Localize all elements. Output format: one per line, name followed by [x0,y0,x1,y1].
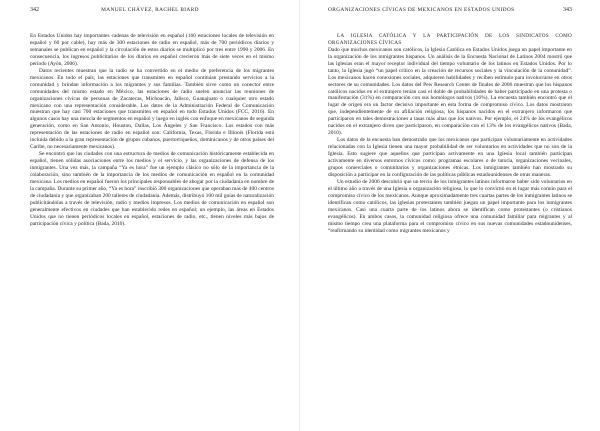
right-page [300,0,600,431]
text-column [30,33,274,228]
section-title: LA IGLESIA CATÓLICA Y LA PARTICIPACIÓN DE LOS SINDICATOS COMO ORGANIZACIONES CÍVICAS [328,33,572,46]
page-number: 342 [30,7,39,13]
paragraph: Datos recientes muestran que la radio se ha convertido en el medio de preferencia de los migrantes mexicanos. En todo el país, las estaciones que transmiten en español continúan prestando servicios a la comunidad y brindan información a los migrantes y sus familias. También sirve como un conector entre comunidades del mismo estado en México, las estaciones de radio suelen anunciar las reuniones de organizaciones cívicas de personas de Zacatecas, Michoacán, Jalisco, Guanajuato o cualquier otro estado mexicano con una representación considerable. Los datos de la Administración Federal de Comunicación muestran que hay casi 700 estaciones que transmiten en español en todo Estados Unidos (FCC, 2016). En algunos casos hay una mezcla de segmentos en español y luego en inglés con enfoque en mexicanos de segunda generación, como en San Antonio, Houston, Dallas, Los Ángeles y San Francisco. Los estados con más representación de las estaciones de radio en español son: California, Texas, Florida e Illinois (Florida está incluida debido a la gran representación de grupos cubanos, puertorriqueños, dominicanos y de otros países del Caribe, no necesariamente mexicanos). [30,67,274,151]
running-head: ORGANIZACIONES CÍVICAS DE MEXICANOS EN ESTADOS UNIDOS [328,7,515,13]
text-column [328,33,572,235]
paragraph: Dado que muchos mexicanos son católicos, la Iglesia Católica en Estados Unidos juega un papel importante en la organización de los inmigrantes hispanos. Un análisis de la Encuesta Nacional de Latinos 2004 mostró que las iglesias eran el mayor receptor individual del tiempo voluntario de los latinos en Estados Unidos. Por lo tanto, la Iglesia jugó “un papel crítico en la creación de recursos sociales y la vinculación de la comunidad”. Los mexicanos hacen conexiones sociales, adquieren habilidades y reciben estímulo para involucrarse en otros sectores de su comunidades. Los datos del Pew Research Center de finales de 2006 muestran que los hispanos católicos nacidos en el extranjero tenían casi el doble de probabilidades de haber participado en una protesta o manifestación (31%) en comparación con sus homólogos nativos (16%). La encuesta también encontró que el lugar de origen era un factor decisivo importante en esta forma de compromiso cívico. Los datos mostraron que, independientemente de su afiliación religiosa, los hispanos nacidos en el extranjero informaron que participaron en tales demostraciones a tasas más altas que los nativos. Por ejemplo, el 24% de los evangélicos nacidos en el extranjero dicen que participaron, en comparación con el 13% de los evangélicos nativos (Bada, 2010). [328,46,572,137]
paragraph: Se encontró que las ciudades con una estructura de medios de comunicación históricamente establecida en español, tienen sólidas asociaciones entre los medios y el servicio, y las organizaciones de defensa de los inmigrantes. Una vez más, la campaña “Ya es hora” fue un ejemplo clásico no sólo de la importancia de la colaboración, sino también de la importancia de los medios de comunicación en español en la comunidad mexicana. Los medios en español fueron los principales responsables de abogar por la ciudadanía en nombre de la campaña. Durante su primer año, “Ya es hora” inscribió 300 organizaciones que operaban más de 400 centros de ciudadanía y que organizaban 200 talleres de ciudadanía. Además, distribuyó 100 mil guías de naturalización publicitándolas a través de televisión, radio y medios impresos. Los medios de comunicación en español son generalmente efectivos en ciudades que han establecido redes en español; un ejemplo, las áreas en Estados Unidos que no tienen periódicos locales en español, estaciones de radio, etc., tienen niveles más bajos de participación cívica y política (Bada, 2010). [30,151,274,227]
running-head: MANUEL CHÁVEZ, RACHEL BIARD [101,7,199,13]
page-number: 343 [563,7,572,13]
paragraph: Un estudio de 2006 descubrió que un tercio de los inmigrantes latinos informaron haber sido voluntarios en el último año a través de una Iglesia u organización religiosa, lo que lo convirtió en el lugar más común para el compromiso cívico de los mexicanos. Aunque aproximadamente tres cuartas partes de los inmigrantes latinos se identifican como católicos, las iglesias protestantes también juegan un papel importante para los inmigrantes mexicanos. Casi una cuarta parte de los latinos ahora se identifican como protestantes (o cristianos evangélicos). En ambos casos, la comunidad religiosa ofrece una comunidad familiar para migrantes y al mismo tiempo crea una plataforma para el compromiso cívico en sus nuevas comunidades estadounidenses, “reafirmando su identidad como migrantes mexicanos y [328,178,572,234]
paragraph: Los datos de la encuesta han demostrado que los mexicanos que participan voluntariamente en actividades relacionadas con la Iglesia tienen una mayor probabilidad de ser voluntarios en actividades que no son de la Iglesia. Esto sugiere que aquellos que participan activamente en una Iglesia local también participan activamente en diversos entornos cívicos como: programas escolares o de tutoría, organizaciones vecinales, grupos comerciales o comunitarios y organizaciones étnicas. Los inmigrantes también han mostrado su disposición a participar en la configuración de las políticas públicas estadounidenses de otras maneras. [328,137,572,178]
paragraph: En Estados Unidos hay importantes cadenas de televisión en español (160 estaciones locales de televisión en español y 60 por cable), hay más de 300 estaciones de radio en español, más de 700 periódicos diarios y semanales se publican en español y la circulación de estos diarios se multiplicó por tres entre 1990 y 2006. En consecuencia, los ingresos publicitarios de los diarios en español crecieron más de siete veces en el mismo período (Ayón, 2006). [30,33,274,67]
